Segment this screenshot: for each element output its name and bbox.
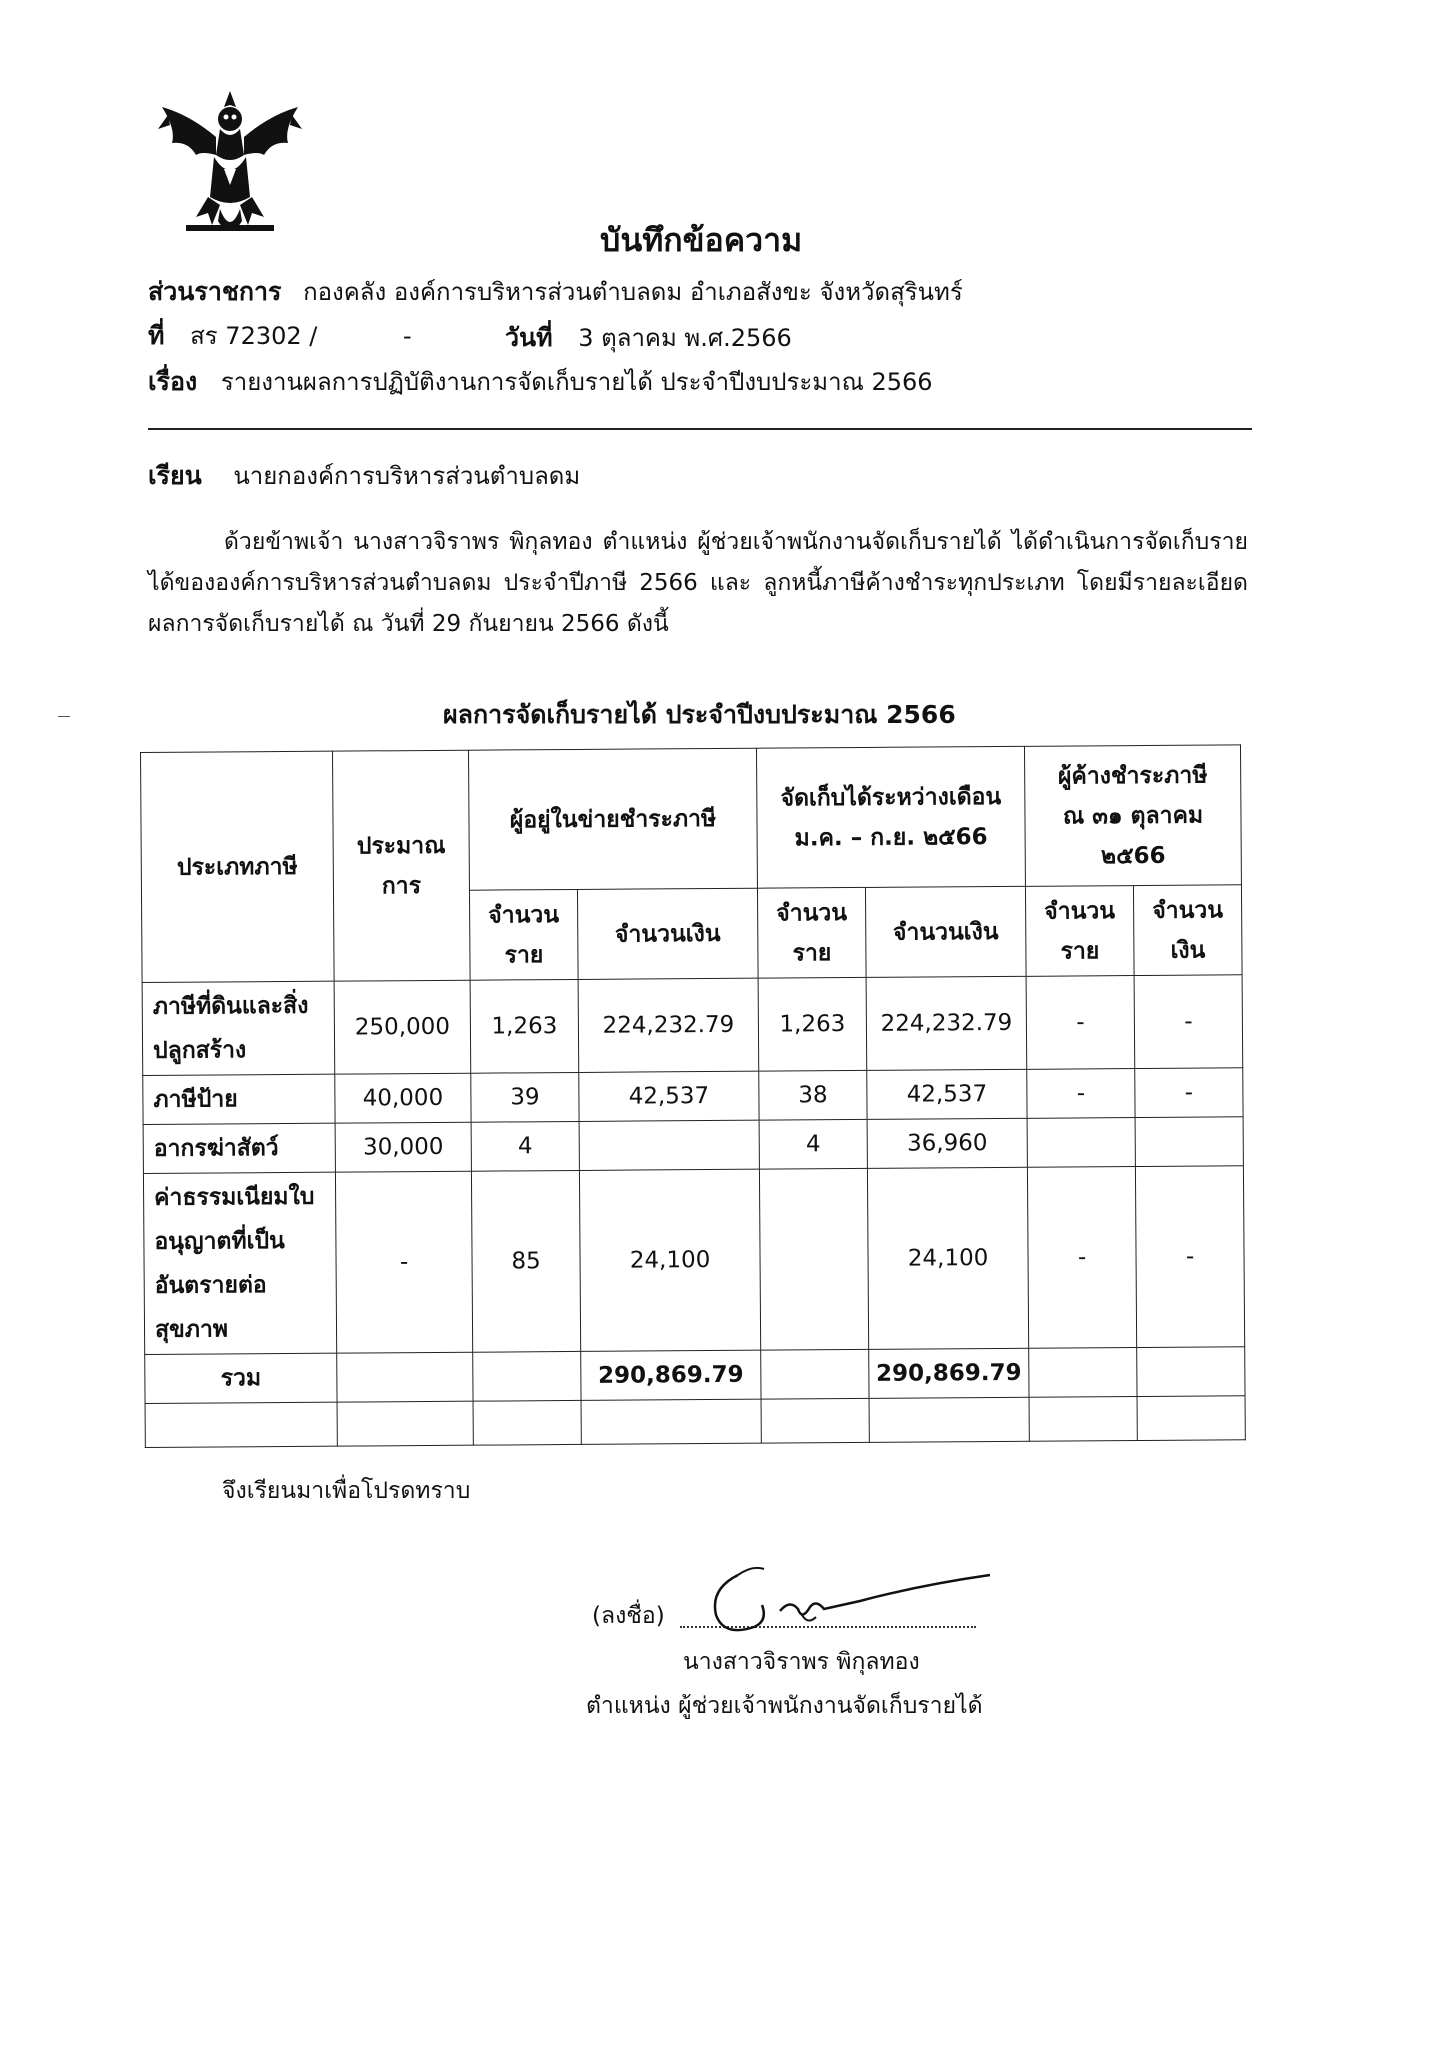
header-collected-period: ม.ค. – ก.ย. ๒๕66 bbox=[794, 823, 988, 851]
row-tp-count: 4 bbox=[471, 1121, 579, 1171]
table-empty-row bbox=[145, 1396, 1245, 1448]
row-tp-amount bbox=[579, 1120, 759, 1170]
row-col-amount: 24,100 bbox=[867, 1167, 1028, 1349]
header-col-amount: จำนวนเงิน bbox=[865, 886, 1026, 977]
row-out-count: - bbox=[1026, 976, 1135, 1070]
row-col-amount: 224,232.79 bbox=[866, 976, 1027, 1070]
ref-value: สร 72302 / bbox=[190, 322, 318, 350]
header-tp-amount: จำนวนเงิน bbox=[577, 888, 758, 979]
header-tp-count: จำนวนราย bbox=[469, 889, 578, 980]
row-tp-amount: 224,232.79 bbox=[578, 978, 759, 1072]
date-row bbox=[505, 318, 792, 358]
ref-label: ที่ bbox=[148, 321, 165, 350]
row-out-count bbox=[1027, 1118, 1135, 1168]
ref-dash: - bbox=[403, 322, 412, 350]
table-total-row bbox=[145, 1347, 1245, 1404]
to-row bbox=[148, 456, 580, 496]
agency-row bbox=[148, 272, 963, 312]
row-col-amount: 36,960 bbox=[867, 1118, 1027, 1168]
header-tax-type: ประเภทภาษี bbox=[141, 751, 335, 982]
table-header-row-1 bbox=[141, 745, 1242, 893]
document-title: บันทึกข้อความ bbox=[600, 221, 803, 259]
total-estimate bbox=[337, 1352, 473, 1402]
header-divider bbox=[148, 428, 1252, 430]
header-collected-label: จัดเก็บได้ระหว่างเดือน bbox=[780, 783, 1002, 812]
row-estimate: 40,000 bbox=[335, 1073, 471, 1123]
signer-position: ตำแหน่ง ผู้ช่วยเจ้าพนักงานจัดเก็บรายได้ bbox=[586, 1693, 983, 1719]
margin-mark bbox=[58, 716, 70, 717]
date-value: 3 ตุลาคม พ.ศ.2566 bbox=[578, 324, 792, 352]
empty-cell bbox=[473, 1400, 581, 1445]
total-label: รวม bbox=[145, 1353, 337, 1403]
row-out-count: - bbox=[1027, 1167, 1136, 1349]
row-out-amount: - bbox=[1135, 1068, 1243, 1118]
row-col-count: 4 bbox=[759, 1119, 867, 1169]
date-label: วันที่ bbox=[505, 323, 553, 352]
total-tp-amount: 290,869.79 bbox=[581, 1350, 761, 1400]
empty-cell bbox=[1137, 1396, 1245, 1441]
total-col-count bbox=[761, 1349, 869, 1399]
header-estimate: ประมาณการ bbox=[332, 750, 470, 981]
empty-cell bbox=[1029, 1397, 1137, 1442]
row-col-count: 1,263 bbox=[758, 977, 867, 1071]
header-out-count: จำนวนราย bbox=[1025, 886, 1134, 977]
ref-row bbox=[148, 316, 412, 356]
row-col-count: 38 bbox=[759, 1070, 867, 1120]
total-out-count bbox=[1029, 1348, 1137, 1398]
subject-label: เรื่อง bbox=[148, 367, 198, 396]
header-outstanding-year: ๒๕66 bbox=[1100, 842, 1166, 869]
to-label: เรียน bbox=[148, 461, 202, 490]
sign-label: (ลงชื่อ) bbox=[592, 1603, 665, 1629]
row-out-count: - bbox=[1027, 1069, 1135, 1119]
header-taxpayers: ผู้อยู่ในข่ายชำระภาษี bbox=[468, 748, 757, 890]
row-estimate: 250,000 bbox=[334, 980, 471, 1074]
header-outstanding bbox=[1024, 745, 1241, 887]
agency-value: กองคลัง องค์การบริหารส่วนตำบลดม อำเภอสังขะ จังหวัดสุรินทร์ bbox=[303, 278, 963, 306]
table-title: ผลการจัดเก็บรายได้ ประจำปีงบประมาณ 2566 bbox=[443, 700, 956, 729]
row-name: ภาษีที่ดินและสิ่งปลูกสร้าง bbox=[142, 981, 335, 1075]
row-name: ภาษีป้าย bbox=[143, 1074, 335, 1124]
header-col-count: จำนวนราย bbox=[757, 887, 866, 978]
row-tp-count: 1,263 bbox=[470, 979, 579, 1073]
row-out-amount: - bbox=[1134, 975, 1243, 1069]
row-name: อากรฆ่าสัตว์ bbox=[143, 1123, 335, 1173]
row-estimate: - bbox=[335, 1171, 472, 1353]
subject-row bbox=[148, 362, 933, 402]
header-outstanding-label: ผู้ค้างชำระภาษี bbox=[1057, 762, 1208, 790]
header-out-amount: จำนวนเงิน bbox=[1133, 885, 1242, 976]
table-row bbox=[142, 975, 1243, 1076]
empty-cell bbox=[337, 1401, 473, 1446]
header-collected bbox=[756, 746, 1025, 888]
closing-text: จึงเรียนมาเพื่อโปรดทราบ bbox=[222, 1478, 471, 1504]
row-tp-amount: 42,537 bbox=[579, 1071, 759, 1121]
row-tp-count: 39 bbox=[471, 1072, 579, 1122]
agency-label: ส่วนราชการ bbox=[148, 277, 282, 306]
table-row bbox=[143, 1166, 1244, 1355]
row-col-count bbox=[759, 1168, 868, 1350]
to-value: นายกองค์การบริหารส่วนตำบลดม bbox=[233, 462, 581, 490]
row-col-amount: 42,537 bbox=[867, 1069, 1027, 1119]
row-tp-count: 85 bbox=[471, 1170, 580, 1352]
subject-value: รายงานผลการปฏิบัติงานการจัดเก็บรายได้ ประจำปีงบประมาณ 2566 bbox=[220, 368, 933, 396]
signer-name: นางสาวจิราพร พิกุลทอง bbox=[683, 1649, 920, 1675]
table-row bbox=[143, 1068, 1243, 1125]
total-tp-count bbox=[473, 1351, 581, 1401]
row-out-amount: - bbox=[1135, 1166, 1244, 1348]
table-row bbox=[143, 1117, 1243, 1174]
empty-cell bbox=[869, 1397, 1029, 1442]
row-estimate: 30,000 bbox=[335, 1122, 471, 1172]
total-col-amount: 290,869.79 bbox=[869, 1348, 1029, 1398]
handwritten-signature bbox=[690, 1545, 1010, 1645]
row-name: ค่าธรรมเนียมใบอนุญาตที่เป็นอันตรายต่อสุขภาพ bbox=[143, 1172, 336, 1354]
garuda-emblem-icon bbox=[150, 85, 310, 245]
empty-cell bbox=[145, 1402, 337, 1447]
empty-cell bbox=[761, 1398, 869, 1443]
empty-cell bbox=[581, 1399, 761, 1444]
header-outstanding-date: ณ ๓๑ ตุลาคม bbox=[1062, 802, 1204, 830]
body-text: ด้วยข้าพเจ้า นางสาวจิราพร พิกุลทอง ตำแหน่ง ผู้ช่วยเจ้าพนักงานจัดเก็บรายได้ ได้ดำเนินการจัดเก็บรายได้ขององค์การบริหารส่วนตำบลดม ประจำปีภาษี 2566 และ ลูกหนี้ภาษีค้างชำระทุกประเภท โดยมีรายละเอียดผลการจัดเก็บรายได้ ณ วันที่ 29 กันยายน 2566 ดังนี้ bbox=[148, 529, 1248, 637]
total-out-amount bbox=[1137, 1347, 1245, 1397]
body-paragraph bbox=[148, 522, 1248, 645]
revenue-table bbox=[140, 744, 1246, 1448]
row-tp-amount: 24,100 bbox=[579, 1169, 760, 1351]
row-out-amount bbox=[1135, 1117, 1243, 1167]
